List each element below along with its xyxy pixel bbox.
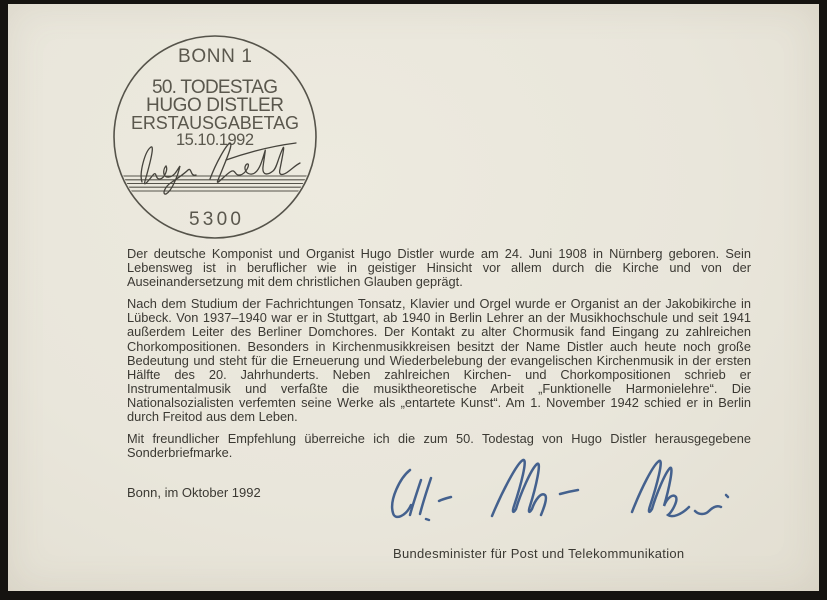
distler-facsimile-signature	[141, 143, 300, 194]
postmark-date: 15.10.1992	[176, 131, 254, 149]
first-day-postmark	[112, 32, 318, 244]
postmark-office: BONN 1	[178, 46, 252, 67]
body-paragraph: Nach dem Studium der Fachrichtungen Tonsatz, Klavier und Orgel wurde er Organist an der Jakobikirche in Lübeck. Von 1937–1940 war er in Stuttgart, ab 1940 in Berlin Lehrer an der Musikhochschule und seit 1941 außerdem Leiter des Berliner Domchores. Der Kontakt zu alter Chormusik fand Eingang zu zahlreichen Chorkompositionen. Besonders in Kirchenmusikkreisen besitzt der Name Distler auch heute noch große Bedeutung und steht für die Erneuerung und Wiederbelebung der evangelischen Kirchenmusik in der ersten Hälfte des 20. Jahrhunderts. Neben zahlreichen Kirchen- und Chorkompositionen schrieb er Instrumentalmusik und verfaßte die musiktheoretische Arbeit „Funktionelle Harmonielehre“. Die Nationalsozialisten verfemten seine Werke als „entartete Kunst“. Am 1. November 1942 schied er in Berlin durch Freitod aus dem Leben.	[127, 296, 751, 425]
card-text	[127, 247, 751, 468]
postmark-postal-code: 5300	[189, 209, 241, 230]
ministry-card	[8, 4, 819, 591]
scan-border-right	[823, 0, 827, 600]
body-paragraph: Der deutsche Komponist und Organist Hugo Distler wurde am 24. Juni 1908 in Nürnberg geboren. Sein Lebensweg ist in beruflicher wie in geistiger Hinsicht vor allem durch die Kirche und von der Auseinandersetzung mit dem christlichen Glauben geprägt.	[127, 246, 751, 290]
dateline: Bonn, im Oktober 1992	[127, 485, 261, 500]
postmark-occasion-line3: ERSTAUSGABETAG	[131, 113, 299, 133]
postmark-occasion-line1: 50. TODESTAG	[152, 77, 278, 98]
body-paragraph: Mit freundlicher Empfehlung überreiche ich die zum 50. Todestag von Hugo Distler herausgegebene Sonderbriefmarke.	[127, 431, 751, 461]
minister-title: Bundesminister für Post und Telekommunikation	[393, 546, 685, 561]
minister-signature	[380, 454, 736, 554]
scan-border-bottom	[0, 591, 827, 600]
postmark-occasion-line2: HUGO DISTLER	[146, 95, 284, 116]
